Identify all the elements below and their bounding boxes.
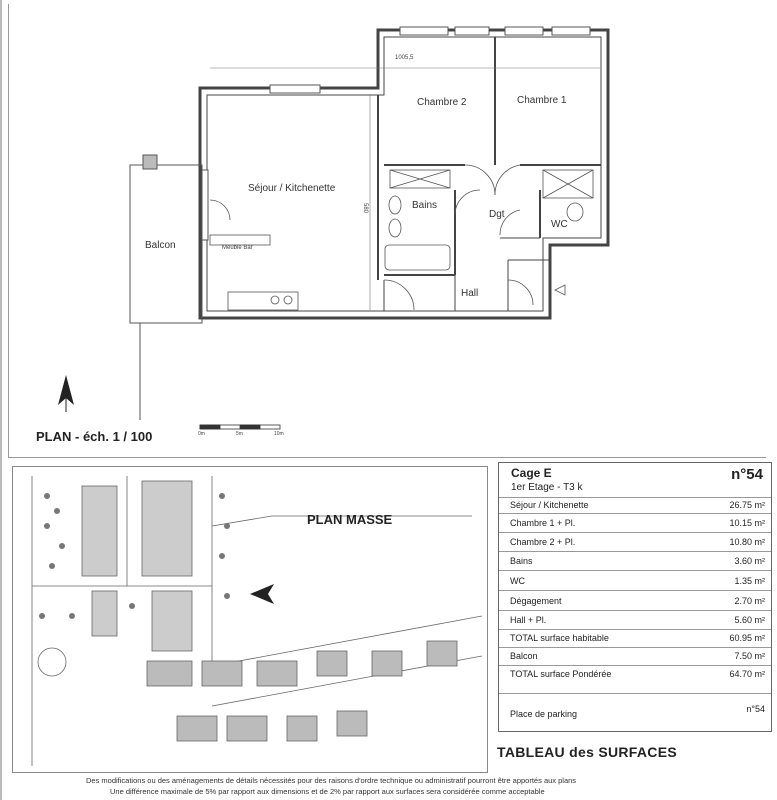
site-north-arrow-icon	[250, 584, 274, 604]
surfaces-table	[498, 462, 772, 732]
footer-note-line1: Des modifications ou des aménagements de détails nécessités pour des raisons d'ordre technique ou administratif pourront être apportés aux plans	[86, 776, 577, 785]
table-row-total-habitable	[499, 630, 771, 648]
scale-mark-0: 0m	[198, 431, 205, 437]
row-label: Hall + Pl.	[510, 615, 547, 625]
table-row	[499, 514, 771, 533]
row-value: 26.75 m²	[729, 500, 765, 510]
room-label-balcon: Balcon	[145, 240, 176, 251]
table-row-total-ponderee	[499, 666, 771, 694]
row-label: Bains	[510, 556, 533, 566]
row-label: Chambre 2 + Pl.	[510, 537, 576, 547]
table-row	[499, 591, 771, 611]
site-plan-drawing	[12, 466, 488, 773]
room-label-sejour: Séjour / Kitchenette	[248, 183, 336, 194]
table-row-parking	[499, 694, 771, 731]
row-value: 10.15 m²	[729, 518, 765, 528]
table-row	[499, 648, 771, 666]
north-arrow-icon	[58, 375, 74, 412]
row-value: 7.50 m²	[734, 651, 765, 661]
row-label: TOTAL surface Pondérée	[510, 669, 612, 679]
row-value: 64.70 m²	[729, 669, 765, 679]
dimension-top: 1005,5	[395, 55, 414, 61]
row-label: TOTAL surface habitable	[510, 633, 609, 643]
room-label-bains: Bains	[412, 200, 438, 211]
row-value: 1.35 m²	[734, 576, 765, 586]
footer-note-line2: Une différence maximale de 5% par rapport aux dimensions et de 2% par rapport aux surfaces sera considérée comme acceptable	[110, 787, 545, 796]
row-label: Place de parking	[510, 709, 578, 719]
meuble-bar-label: Meuble Bar	[222, 245, 253, 251]
row-label: Dégagement	[510, 596, 562, 606]
cage-label: Cage E	[511, 466, 552, 480]
row-value: n°54	[746, 704, 765, 714]
scale-mark-10: 10m	[274, 431, 284, 437]
floor-type-label: 1er Etage - T3 k	[511, 482, 583, 493]
room-label-wc: WC	[551, 219, 568, 230]
row-value: 10.80 m²	[729, 537, 765, 547]
lot-number: n°54	[731, 466, 763, 483]
row-value: 2.70 m²	[734, 596, 765, 606]
site-plan-title: PLAN MASSE	[307, 512, 393, 527]
dimension-side: 580	[362, 202, 369, 214]
room-label-chambre1: Chambre 1	[517, 95, 567, 106]
plan-title: PLAN - éch. 1 / 100	[36, 429, 153, 444]
row-value: 5.60 m²	[734, 615, 765, 625]
table-row	[499, 533, 771, 552]
scale-bar	[200, 425, 280, 429]
room-label-chambre2: Chambre 2	[417, 97, 467, 108]
table-row	[499, 498, 771, 514]
table-row	[499, 571, 771, 591]
row-value: 3.60 m²	[734, 556, 765, 566]
row-label: WC	[510, 576, 525, 586]
room-label-dgt: Dgt	[489, 209, 505, 220]
row-label: Chambre 1 + Pl.	[510, 518, 576, 528]
table-header-row	[499, 463, 771, 498]
scale-mark-5: 5m	[236, 431, 243, 437]
row-label: Balcon	[510, 651, 538, 661]
table-row	[499, 611, 771, 630]
row-value: 60.95 m²	[729, 633, 765, 643]
row-label: Séjour / Kitchenette	[510, 500, 589, 510]
table-row	[499, 552, 771, 571]
table-title: TABLEAU des SURFACES	[497, 744, 677, 760]
room-label-hall: Hall	[461, 288, 479, 299]
